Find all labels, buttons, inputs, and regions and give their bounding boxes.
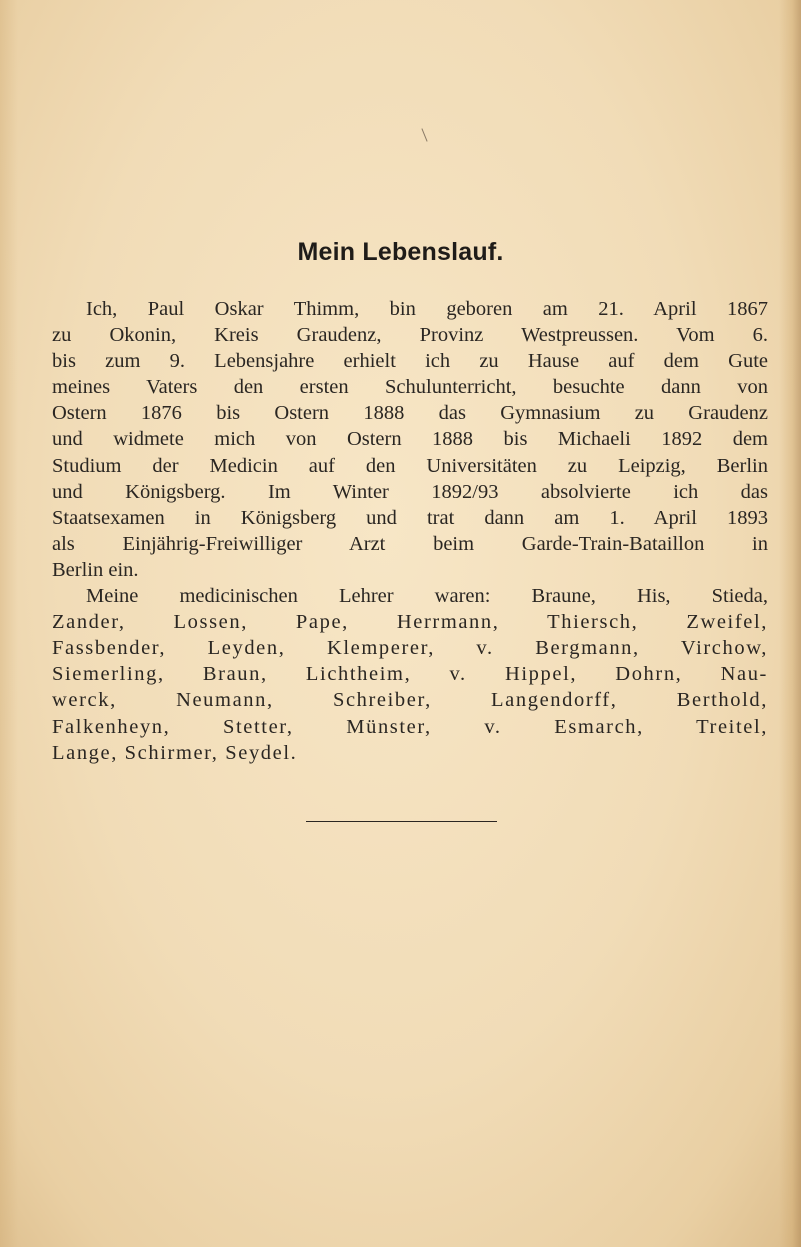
text-line: werck, Neumann, Schreiber, Langendorff, Berthold, — [52, 689, 768, 712]
text-line: Falkenheyn, Stetter, Münster, v. Esmarch, Treitel, — [52, 715, 768, 738]
page-edge-shadow-right — [779, 0, 801, 1247]
text-line: Zander, Lossen, Pape, Herrmann, Thiersch, Zweifel, — [52, 611, 768, 634]
page-edge-shadow-left — [0, 0, 18, 1247]
text-line: Studium der Medicin auf den Universitäten zu Leipzig, Berlin — [52, 454, 768, 477]
text-line: Fassbender, Leyden, Klemperer, v. Bergmann, Virchow, — [52, 637, 768, 660]
stray-pen-mark — [421, 128, 427, 141]
text-line: Ostern 1876 bis Ostern 1888 das Gymnasium zu Graudenz — [52, 402, 768, 425]
text-line: Berlin ein. — [52, 558, 139, 581]
body-text — [52, 296, 768, 766]
divider-rule — [306, 821, 497, 822]
text-line: als Einjährig-Freiwilliger Arzt beim Garde-Train-Bataillon in — [52, 532, 768, 555]
text-line: Ich, Paul Oskar Thimm, bin geboren am 21. April 1867 — [86, 298, 768, 320]
text-line: Siemerling, Braun, Lichtheim, v. Hippel, Dohrn, Nau- — [52, 663, 768, 686]
text-line: und widmete mich von Ostern 1888 bis Michaeli 1892 dem — [52, 428, 768, 451]
text-line: bis zum 9. Lebensjahre erhielt ich zu Hause auf dem Gute — [52, 350, 768, 373]
page-title: Mein Lebenslauf. — [297, 238, 504, 266]
text-line: Staatsexamen in Königsberg und trat dann am 1. April 1893 — [52, 506, 768, 529]
text-line: Lange, Schirmer, Seydel. — [52, 741, 298, 764]
text-line: zu Okonin, Kreis Graudenz, Provinz Westpreussen. Vom 6. — [52, 324, 768, 347]
text-line: meines Vaters den ersten Schulunterricht, besuchte dann von — [52, 376, 768, 399]
text-line: Meine medicinischen Lehrer waren: Braune, His, Stieda, — [86, 585, 768, 608]
text-line: und Königsberg. Im Winter 1892/93 absolvierte ich das — [52, 480, 768, 503]
